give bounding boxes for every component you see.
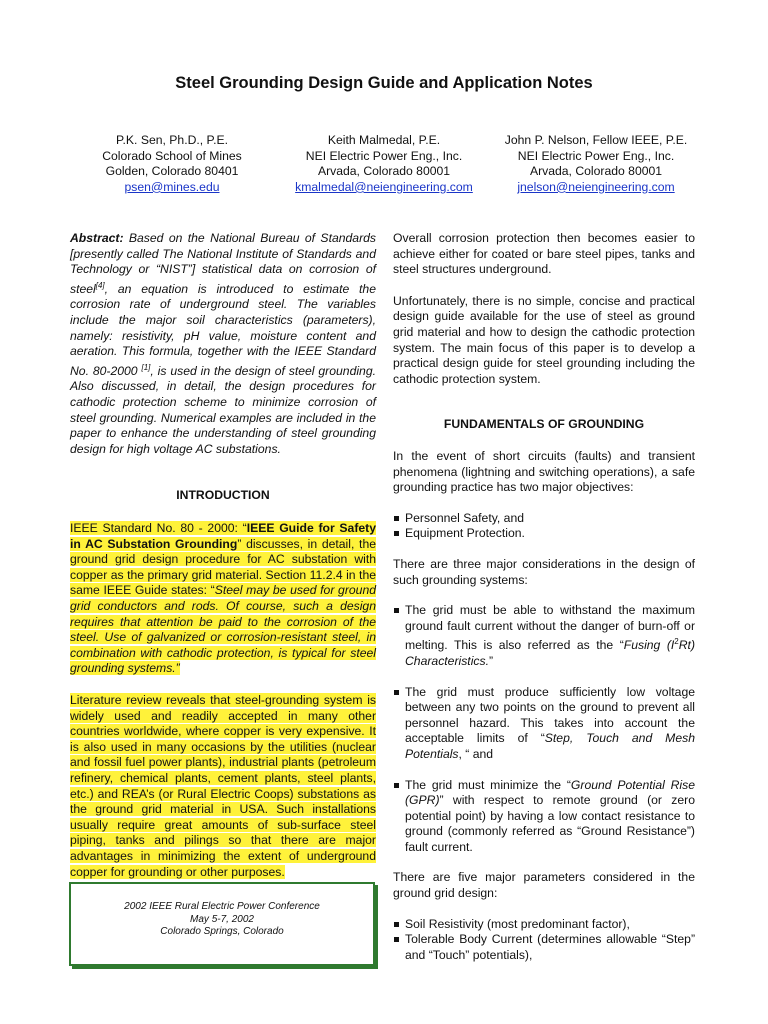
conference-box (69, 882, 375, 966)
introduction-heading: INTRODUCTION (176, 488, 270, 503)
abstract: Abstract: Based on the National Bureau of Standards [presently called The National Institute of Standards and Technology or “NIST”] statistical data on corrosion of steel[4], an equation is introduced to estimate the corrosion rate of underground steel. The variables include the major soil characteristics (parameters), namely: resistivity, pH value, moisture content and aeration. This formula, together with the IEEE Standard No. 80-2000 [1], is used in the design of steel grounding. Also discussed, in detail, the design procedures for cathodic protection scheme to minimize corrosion of steel grounding. Numerical examples are included in the paper to enhance the understanding of steel grounding design for high voltage AC substations. (70, 231, 376, 456)
parameters-list (393, 917, 695, 964)
conference-dates: May 5-7, 2002 (190, 913, 254, 925)
list-item: Personnel Safety, and (393, 511, 695, 527)
author-location: Arvada, Colorado 80001 (317, 164, 451, 179)
citation-ref: [4] (95, 280, 105, 290)
author-email-link[interactable]: kmalmedal@neiengineering.com (295, 179, 473, 194)
list-item: Equipment Protection. (393, 526, 695, 542)
introduction-paragraph-1: IEEE Standard No. 80 - 2000: “IEEE Guide for Safety in AC Substation Grounding” discusses, in detail, the ground grid design procedure for AC substation with copper as the primary grid material. Section 11.2.4 in the same IEEE Guide states: “Steel may be used for ground grid conductors and rods. Of course, such a design requires that attention be paid to the corrosion of the steel. Use of galvanized or corrosion-resistant steel, in combination with cathodic protection, is typical for steel grounding systems.” (70, 521, 376, 676)
conference-location: Colorado Springs, Colorado (160, 926, 284, 937)
list-item: Soil Resistivity (most predominant factor), (393, 917, 695, 933)
right-paragraph-2: Unfortunately, there is no simple, concise and practical design guide available for the use of steel as ground grid material and how to design the cathodic protection system. The main focus of this paper is to develop a practical design guide for steel grounding including the cathodic protection system. (393, 293, 695, 386)
author-name: Keith Malmedal, P.E. (327, 133, 441, 147)
author-affiliation: Colorado School of Mines (102, 148, 242, 163)
author-2 (264, 133, 504, 195)
right-paragraph-1: Overall corrosion protection then becomes easier to achieve either for coated or bare steel pipes, tanks and steel structures underground. (393, 231, 695, 277)
list-item: The grid must produce sufficiently low voltage between any two points on the ground to prevent all personnel hazard. This takes into account the acceptable limits of “Step, Touch and Mesh Potentials, “ and (393, 685, 695, 763)
fundamentals-heading: FUNDAMENTALS OF GROUNDING (443, 417, 645, 432)
author-affiliation: NEI Electric Power Eng., Inc. (517, 148, 675, 163)
list-item: Tolerable Body Current (determines allowable “Step” and “Touch” potentials), (393, 932, 695, 963)
list-item: The grid must minimize the “Ground Potential Rise (GPR)” with respect to remote ground (or zero potential point) by having a low contact resistance to ground (commonly referred as “Ground Resistance”) fault current. (393, 778, 695, 856)
right-column (393, 231, 695, 963)
author-email-link[interactable]: jnelson@neiengineering.com (517, 179, 675, 194)
author-name: P.K. Sen, Ph.D., P.E. (115, 133, 228, 147)
author-email-link[interactable]: psen@mines.edu (124, 179, 220, 194)
left-column (70, 231, 376, 880)
author-1 (52, 133, 292, 195)
author-location: Arvada, Colorado 80001 (529, 164, 663, 179)
introduction-paragraph-2: Literature review reveals that steel-grounding system is widely used and readily accepted in many other countries worldwide, where copper is very expensive. It is also used in many occasions by the utilities (nuclear and fossil fuel power plants), industrial plants (petroleum refinery, chemical plants, cement plants, steel plants, etc.) and REA’s (or Rural Electric Coops) substations as the ground grid material in USA. Such installations usually require great amounts of sub-surface steel piping, tanks and pilings so that there are major advantages in minimizing the extent of underground copper for grounding or other purposes. (70, 692, 376, 879)
considerations-intro: There are three major considerations in the design of such grounding systems: (393, 556, 695, 587)
list-item: The grid must be able to withstand the maximum ground fault current without the danger of burn-off or melting. This is also referred as the “Fusing $(I^2Rt)$ Characteristics.” (393, 603, 695, 669)
fundamentals-paragraph: In the event of short circuits (faults) and transient phenomena (lightning and switching operations), a safe grounding practice has two major objectives: (393, 448, 695, 495)
author-location: Golden, Colorado 80401 (105, 164, 239, 179)
objectives-list (393, 511, 695, 542)
author-affiliation: NEI Electric Power Eng., Inc. (305, 148, 463, 163)
paper-title: Steel Grounding Design Guide and Application Notes (175, 74, 593, 92)
citation-ref: [1] (141, 362, 151, 372)
parameters-intro: There are five major parameters considered in the ground grid design: (393, 870, 695, 901)
abstract-label: Abstract: (70, 231, 124, 245)
author-name: John P. Nelson, Fellow IEEE, P.E. (504, 133, 688, 147)
conference-name: 2002 IEEE Rural Electric Power Conference (124, 901, 320, 912)
author-3 (476, 133, 716, 195)
considerations-list (393, 603, 695, 855)
